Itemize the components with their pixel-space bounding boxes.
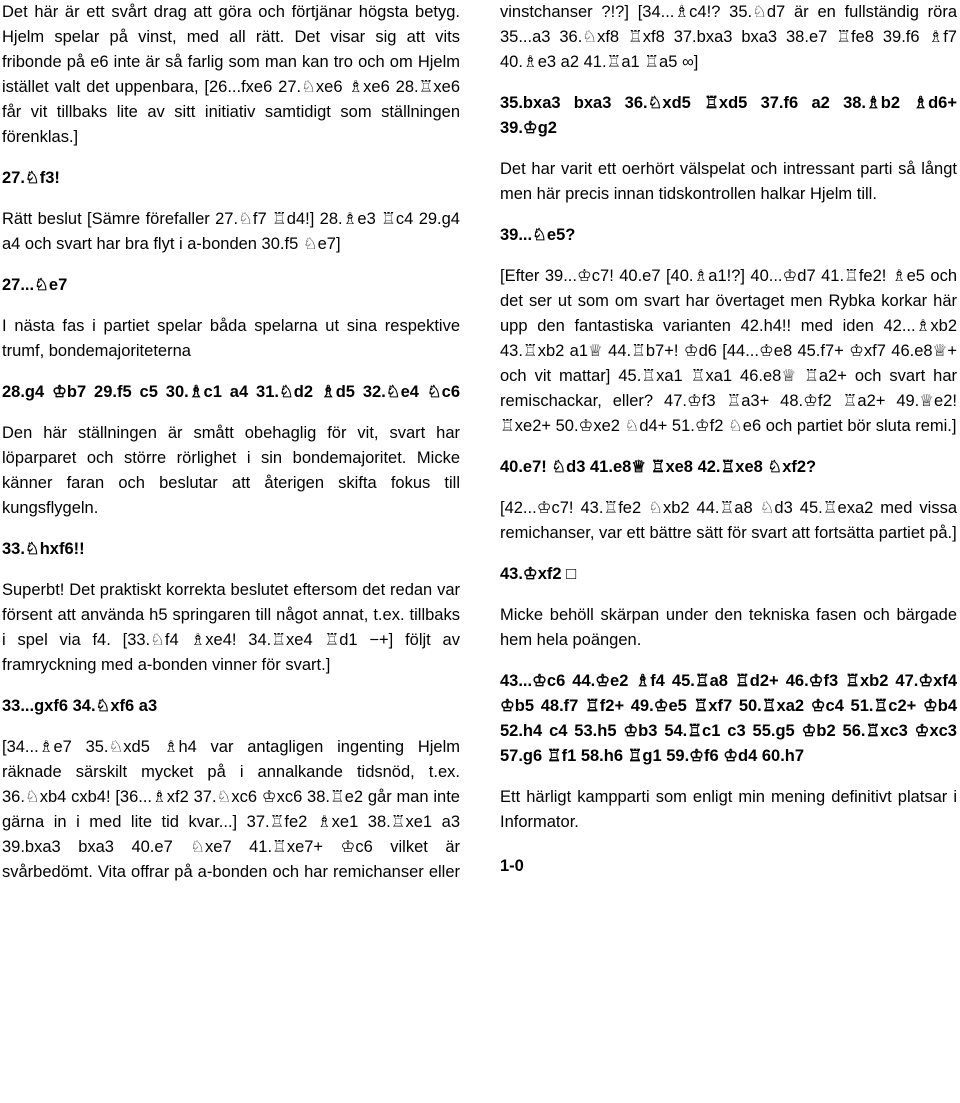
annotation-paragraph: Superbt! Det praktiskt korrekta beslutet eftersom det redan var försent att använda h5 springaren till något annat, t.ex. tillbaks i spel via f4. [33.♘f4 ♗xe4! 34.♖xe4 ♖d1 −+] följt av framryckning med a-bonden vinner för svart.] <box>2 581 460 674</box>
move-line: 39...♘e5? <box>500 226 576 244</box>
annotation-paragraph: Det här är ett svårt drag att göra och förtjänar högsta betyg. Hjelm spelar på vinst, med all rätt. Det visar sig att vits fribonde på e6 inte är så farlig som man kan tro och om Hjelm istället valt det uppenbara, [26...fxe6 27.♘xe6 ♗xe6 28.♖xe6 får vit tillbaks lite av sitt initiativ samtidigt som ställningen förenklas.] <box>2 3 460 146</box>
annotation-paragraph: Rätt beslut [Sämre förefaller 27.♘f7 ♖d4!] 28.♗e3 ♖c4 29.g4 a4 och svart har bra flyt i a-bonden 30.f5 ♘e7] <box>2 210 460 253</box>
annotation-paragraph: [Efter 39...♔c7! 40.e7 [40.♗a1!?] 40...♔d7 41.♖fe2! ♗e5 och det ser ut som om svart har övertaget men Rybka korkar här upp den fantastiska varianten 42.h4!! med iden 42...♗xb2 43.♖xb2 a1♕ 44.♖b7+! ♔d6 [44...♔e8 45.f7+ ♔xf7 46.e8♕+ och vit mattar] 45.♖xa1 ♖xa1 46.e8♕ ♖a2+ och svart har remischackar, eller? 47.♔f3 ♖a3+ 48.♔f2 ♖a2+ 49.♕e2! ♖xe2+ 50.♔xe2 ♘d4+ 51.♔f2 ♘e6 och partiet bör sluta remi.] <box>500 267 957 435</box>
game-result: 1-0 <box>500 857 524 875</box>
annotation-paragraph: Micke behöll skärpan under den tekniska fasen och bärgade hem hela poängen. <box>500 606 957 649</box>
annotation-paragraph: Det har varit ett oerhört välspelat och intressant parti så långt men här precis innan tidskontrollen halkar Hjelm till. <box>500 160 957 203</box>
annotation-paragraph: I nästa fas i partiet spelar båda spelarna ut sina respektive trumf, bondemajoriteterna <box>2 317 460 360</box>
annotation-paragraph: [34...♗e7 35.♘xd5 ♗h4 var antagligen ingenting Hjelm räknade särskilt mycket på i annalkande tidsnöd, t.ex. 36.♘xb4 cxb4! [36...♗xf2 37.♘xc6 ♔xc6 38.♖e2 går man inte gärna in i med lite tid kvar...] 37.♖fe2 ♗xe1 38.♖xe1 a3 39.bxa3 bxa3 40.e7 ♘xe7 41.♖xe7+ ♔c6 vilket är svårbedömt. Vita offrar på a-bonden och har remichanser eller <box>2 738 460 881</box>
right-column <box>500 0 957 879</box>
annotation-paragraph: [42...♔c7! 43.♖fe2 ♘xb2 44.♖a8 ♘d3 45.♖exa2 med vissa remichanser, var ett bättre sätt för svart att fortsätta partiet på.] <box>500 499 957 542</box>
move-line: 27...♘e7 <box>2 276 68 294</box>
move-line: 28.g4 ♔b7 29.f5 c5 30.♗c1 a4 31.♘d2 ♗d5 32.♘e4 ♘c6 <box>2 383 460 401</box>
move-line: 35.bxa3 bxa3 36.♘xd5 ♖xd5 37.f6 a2 38.♗b2 ♗d6+ 39.♔g2 <box>500 94 957 137</box>
move-line: 40.e7! ♘d3 41.e8♕ ♖xe8 42.♖xe8 ♘xf2? <box>500 458 817 476</box>
move-line: 27.♘f3! <box>2 169 60 187</box>
move-line: 33...gxf6 34.♘xf6 a3 <box>2 697 158 715</box>
annotation-paragraph: vinstchanser ?!?] [34...♗c4!? 35.♘d7 är en fullständig röra 35...a3 36.♘xf8 ♖xf8 37.bxa3 bxa3 38.e7 ♖fe8 39.f6 ♗f7 40.♗e3 a2 41.♖a1 ♖a5 ∞] <box>500 3 957 71</box>
annotation-paragraph: Den här ställningen är smått obehaglig för vit, svart har löparparet och större rörlighet i sin bondemajoritet. Micke känner faran och beslutar att återigen skifta fokus till kungsflygeln. <box>2 424 460 517</box>
move-line: 33.♘hxf6!! <box>2 540 85 558</box>
left-column <box>2 0 460 885</box>
annotation-paragraph: Ett härligt kampparti som enligt min mening definitivt platsar i Informator. <box>500 788 957 831</box>
move-line: 43...♔c6 44.♔e2 ♗f4 45.♖a8 ♖d2+ 46.♔f3 ♖xb2 47.♔xf4 ♔b5 48.f7 ♖f2+ 49.♔e5 ♖xf7 50.♖xa2 ♔c4 51.♖c2+ ♔b4 52.h4 c4 53.h5 ♔b3 54.♖c1 c3 55.g5 ♔b2 56.♖xc3 ♔xc3 57.g6 ♖f1 58.h6 ♖g1 59.♔f6 ♔d4 60.h7 <box>500 672 957 765</box>
move-line: 43.♔xf2 □ <box>500 565 577 583</box>
